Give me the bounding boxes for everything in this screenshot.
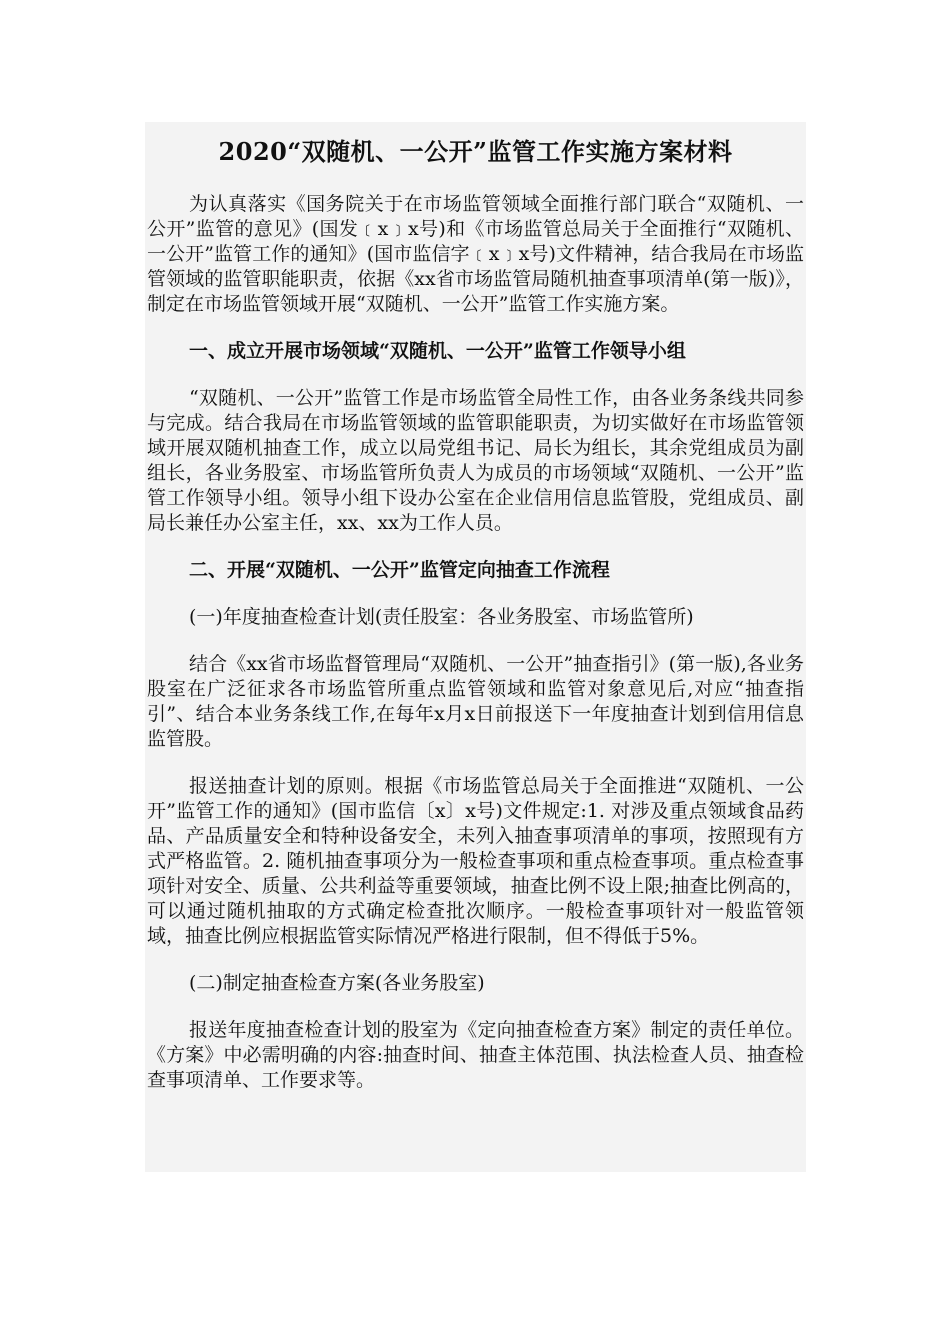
subsection-1-paragraph-2: 报送抽查计划的原则。根据《市场监管总局关于全面推进“双随机、一公开”监管工作的通知》(国市监信〔x〕x号)文件规定:1. 对涉及重点领域食品药品、产品质量安全和特种设备安全，未列入抽查事项清单的事项，按照现有方式严格监管。2. 随机抽查事项分为一般检查事项和重点检查事项。重点检查事项针对安全、质量、公共利益等重要领域，抽查比例不设上限;抽查比例高的，可以通过随机抽取的方式确定检查批次顺序。一般检查事项针对一般监管领域，抽查比例应根据监管实际情况严格进行限制，但不得低于5%。 — [147, 775, 804, 947]
subsection-1-heading: (一)年度抽查检查计划(责任股室：各业务股室、市场监管所) — [189, 606, 694, 628]
section-2-heading: 二、开展“双随机、一公开”监管定向抽查工作流程 — [189, 559, 610, 581]
subsection-1-paragraph-1: 结合《xx省市场监督管理局“双随机、一公开”抽查指引》(第一版),各业务股室在广泛征求各市场监管所重点监管领域和监管对象意见后,对应“抽查指引”、结合本业务条线工作,在每年x月x日前报送下一年度抽查计划到信用信息监管股。 — [147, 653, 804, 750]
document-title: 2020“双随机、一公开”监管工作实施方案材料 — [218, 137, 733, 166]
document-body — [145, 122, 806, 1115]
section-1-body: “双随机、一公开”监管工作是市场监管全局性工作，由各业务条线共同参与完成。结合我局在市场监管领域的监管职能职责，为切实做好在市场监管领域开展双随机抽查工作，成立以局党组书记、局长为组长，其余党组成员为副组长，各业务股室、市场监管所负责人为成员的市场领域“双随机、一公开”监管工作领导小组。领导小组下设办公室在企业信用信息监管股，党组成员、副局长兼任办公室主任，xx、xx为工作人员。 — [147, 387, 804, 534]
subsection-2-paragraph-1: 报送年度抽查检查计划的股室为《定向抽查检查方案》制定的责任单位。《方案》中必需明确的内容:抽查时间、抽查主体范围、执法检查人员、抽查检查事项清单、工作要求等。 — [147, 1019, 804, 1091]
intro-paragraph: 为认真落实《国务院关于在市场监管领域全面推行部门联合“双随机、一公开”监管的意见》(国发﹝x﹞x号)和《市场监管总局关于全面推行“双随机、一公开”监管工作的通知》(国市监信字﹝x﹞x号)文件精神，结合我局在市场监管领域的监管职能职责，依据《xx省市场监管局随机抽查事项清单(第一版)》，制定在市场监管领域开展“双随机、一公开”监管工作实施方案。 — [147, 193, 804, 315]
section-1-heading: 一、成立开展市场领域“双随机、一公开”监管工作领导小组 — [189, 340, 686, 362]
subsection-2-heading: (二)制定抽查检查方案(各业务股室) — [189, 972, 485, 994]
